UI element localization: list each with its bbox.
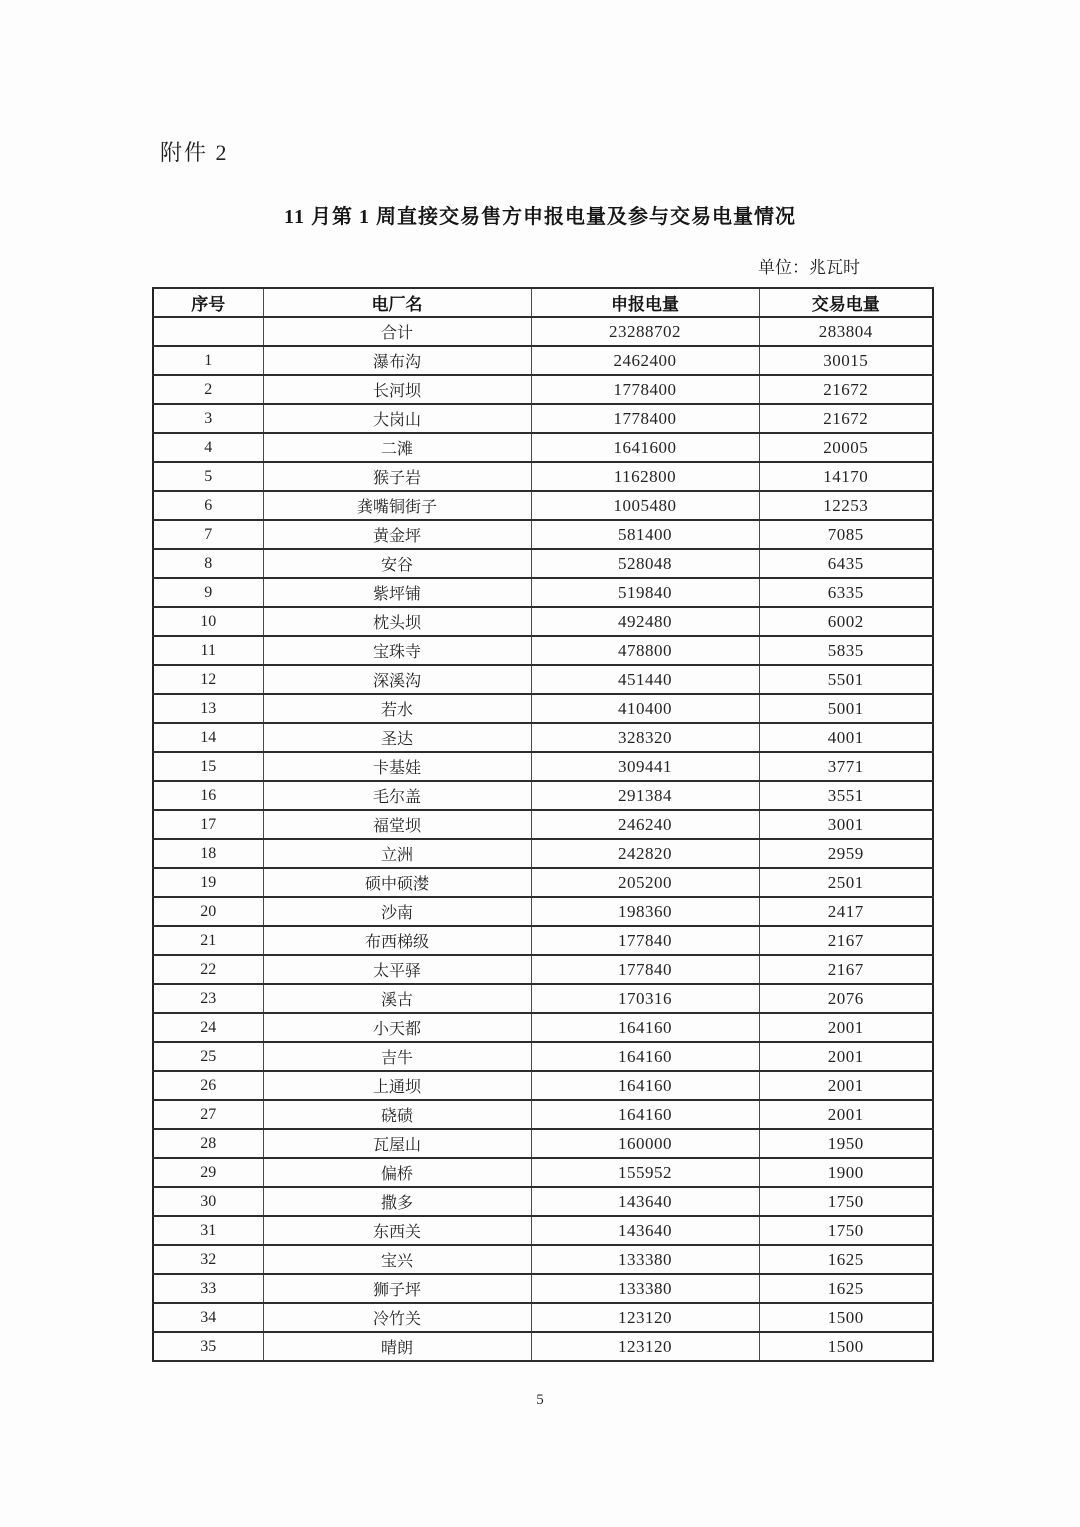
cell-traded: 5001 — [759, 694, 933, 723]
table-row — [153, 549, 933, 578]
cell-plant-name: 偏桥 — [263, 1158, 531, 1187]
cell-traded: 5501 — [759, 665, 933, 694]
table-row — [153, 1245, 933, 1274]
cell-plant-name: 沙南 — [263, 897, 531, 926]
cell-plant-name: 冷竹关 — [263, 1303, 531, 1332]
cell-plant-name: 大岗山 — [263, 404, 531, 433]
table-row — [153, 955, 933, 984]
cell-traded: 3001 — [759, 810, 933, 839]
cell-plant-name: 安谷 — [263, 549, 531, 578]
cell-declared: 2462400 — [531, 346, 759, 375]
cell-declared: 23288702 — [531, 317, 759, 346]
cell-plant-name: 猴子岩 — [263, 462, 531, 491]
cell-declared: 205200 — [531, 868, 759, 897]
cell-traded: 2959 — [759, 839, 933, 868]
cell-index: 21 — [153, 926, 263, 955]
table-row — [153, 1013, 933, 1042]
cell-plant-name: 宝兴 — [263, 1245, 531, 1274]
cell-index: 6 — [153, 491, 263, 520]
cell-index: 16 — [153, 781, 263, 810]
cell-plant-name: 宝珠寺 — [263, 636, 531, 665]
cell-plant-name: 卡基娃 — [263, 752, 531, 781]
cell-plant-name: 圣达 — [263, 723, 531, 752]
cell-plant-name: 长河坝 — [263, 375, 531, 404]
cell-plant-name: 狮子坪 — [263, 1274, 531, 1303]
cell-declared: 1778400 — [531, 404, 759, 433]
cell-index: 3 — [153, 404, 263, 433]
cell-declared: 242820 — [531, 839, 759, 868]
table-row — [153, 1187, 933, 1216]
cell-declared: 155952 — [531, 1158, 759, 1187]
cell-traded: 5835 — [759, 636, 933, 665]
table-row — [153, 578, 933, 607]
cell-traded: 1750 — [759, 1216, 933, 1245]
cell-plant-name: 黄金坪 — [263, 520, 531, 549]
cell-index: 15 — [153, 752, 263, 781]
cell-plant-name: 毛尔盖 — [263, 781, 531, 810]
cell-traded: 2001 — [759, 1013, 933, 1042]
cell-declared: 123120 — [531, 1332, 759, 1361]
cell-declared: 164160 — [531, 1071, 759, 1100]
unit-note: 单位：兆瓦时 — [758, 258, 860, 277]
table-row — [153, 868, 933, 897]
cell-plant-name: 东西关 — [263, 1216, 531, 1245]
header-cell-index: 序号 — [153, 288, 263, 317]
cell-declared: 160000 — [531, 1129, 759, 1158]
cell-plant-name: 硗碛 — [263, 1100, 531, 1129]
table-row — [153, 665, 933, 694]
header-cell-declared: 申报电量 — [531, 288, 759, 317]
cell-declared: 1778400 — [531, 375, 759, 404]
cell-plant-name: 若水 — [263, 694, 531, 723]
header-cell-name: 电厂名 — [263, 288, 531, 317]
cell-plant-name: 溪古 — [263, 984, 531, 1013]
cell-traded: 6002 — [759, 607, 933, 636]
cell-declared: 164160 — [531, 1100, 759, 1129]
table-row — [153, 839, 933, 868]
cell-traded: 3551 — [759, 781, 933, 810]
cell-traded: 2076 — [759, 984, 933, 1013]
cell-traded: 1500 — [759, 1332, 933, 1361]
cell-plant-name: 瓦屋山 — [263, 1129, 531, 1158]
table-row — [153, 404, 933, 433]
cell-index: 31 — [153, 1216, 263, 1245]
cell-plant-name: 龚嘴铜街子 — [263, 491, 531, 520]
cell-plant-name: 瀑布沟 — [263, 346, 531, 375]
cell-index: 2 — [153, 375, 263, 404]
table-row — [153, 520, 933, 549]
cell-declared: 581400 — [531, 520, 759, 549]
table-row — [153, 462, 933, 491]
data-table — [152, 287, 934, 1362]
cell-declared: 451440 — [531, 665, 759, 694]
cell-index: 29 — [153, 1158, 263, 1187]
cell-declared: 492480 — [531, 607, 759, 636]
cell-traded: 12253 — [759, 491, 933, 520]
cell-index: 11 — [153, 636, 263, 665]
cell-index: 26 — [153, 1071, 263, 1100]
cell-plant-name: 枕头坝 — [263, 607, 531, 636]
cell-plant-name: 紫坪铺 — [263, 578, 531, 607]
table-row — [153, 1129, 933, 1158]
cell-declared: 133380 — [531, 1245, 759, 1274]
table-row — [153, 694, 933, 723]
cell-index: 12 — [153, 665, 263, 694]
cell-index: 24 — [153, 1013, 263, 1042]
cell-plant-name: 太平驿 — [263, 955, 531, 984]
cell-declared: 143640 — [531, 1187, 759, 1216]
cell-declared: 478800 — [531, 636, 759, 665]
table-row — [153, 1158, 933, 1187]
cell-index: 33 — [153, 1274, 263, 1303]
cell-plant-name: 吉牛 — [263, 1042, 531, 1071]
cell-traded: 283804 — [759, 317, 933, 346]
cell-index: 4 — [153, 433, 263, 462]
cell-index: 22 — [153, 955, 263, 984]
cell-traded: 30015 — [759, 346, 933, 375]
cell-traded: 6435 — [759, 549, 933, 578]
cell-index: 34 — [153, 1303, 263, 1332]
cell-index — [153, 317, 263, 346]
cell-index: 25 — [153, 1042, 263, 1071]
cell-declared: 291384 — [531, 781, 759, 810]
cell-traded: 21672 — [759, 375, 933, 404]
cell-declared: 177840 — [531, 955, 759, 984]
table-row — [153, 1216, 933, 1245]
table-row — [153, 897, 933, 926]
cell-traded: 2167 — [759, 955, 933, 984]
cell-plant-name: 福堂坝 — [263, 810, 531, 839]
cell-plant-name: 上通坝 — [263, 1071, 531, 1100]
cell-index: 27 — [153, 1100, 263, 1129]
cell-plant-name: 立洲 — [263, 839, 531, 868]
cell-traded: 6335 — [759, 578, 933, 607]
cell-declared: 519840 — [531, 578, 759, 607]
cell-traded: 4001 — [759, 723, 933, 752]
table-row — [153, 1303, 933, 1332]
cell-index: 7 — [153, 520, 263, 549]
table-row — [153, 723, 933, 752]
cell-index: 19 — [153, 868, 263, 897]
cell-traded: 1950 — [759, 1129, 933, 1158]
cell-index: 14 — [153, 723, 263, 752]
total-row — [153, 317, 933, 346]
cell-plant-name: 撒多 — [263, 1187, 531, 1216]
cell-declared: 1005480 — [531, 491, 759, 520]
cell-traded: 2501 — [759, 868, 933, 897]
cell-plant-name: 合计 — [263, 317, 531, 346]
cell-declared: 1162800 — [531, 462, 759, 491]
table-row — [153, 607, 933, 636]
table-row — [153, 491, 933, 520]
cell-declared: 328320 — [531, 723, 759, 752]
table-row — [153, 636, 933, 665]
cell-index: 32 — [153, 1245, 263, 1274]
cell-traded: 2417 — [759, 897, 933, 926]
table-row — [153, 926, 933, 955]
cell-traded: 1625 — [759, 1245, 933, 1274]
cell-index: 9 — [153, 578, 263, 607]
table-row — [153, 752, 933, 781]
cell-declared: 164160 — [531, 1042, 759, 1071]
cell-index: 5 — [153, 462, 263, 491]
table-row — [153, 810, 933, 839]
cell-traded: 1625 — [759, 1274, 933, 1303]
table-row — [153, 1332, 933, 1361]
cell-plant-name: 晴朗 — [263, 1332, 531, 1361]
cell-index: 30 — [153, 1187, 263, 1216]
cell-plant-name: 深溪沟 — [263, 665, 531, 694]
header-cell-traded: 交易电量 — [759, 288, 933, 317]
cell-declared: 170316 — [531, 984, 759, 1013]
cell-traded: 21672 — [759, 404, 933, 433]
cell-declared: 528048 — [531, 549, 759, 578]
cell-index: 35 — [153, 1332, 263, 1361]
cell-declared: 143640 — [531, 1216, 759, 1245]
cell-index: 8 — [153, 549, 263, 578]
cell-traded: 7085 — [759, 520, 933, 549]
table-row — [153, 1100, 933, 1129]
cell-traded: 14170 — [759, 462, 933, 491]
cell-plant-name: 小天都 — [263, 1013, 531, 1042]
cell-declared: 1641600 — [531, 433, 759, 462]
cell-traded: 2167 — [759, 926, 933, 955]
cell-declared: 309441 — [531, 752, 759, 781]
table-row — [153, 433, 933, 462]
cell-index: 23 — [153, 984, 263, 1013]
cell-traded: 2001 — [759, 1100, 933, 1129]
cell-traded: 1750 — [759, 1187, 933, 1216]
cell-plant-name: 布西梯级 — [263, 926, 531, 955]
cell-index: 13 — [153, 694, 263, 723]
page-number: 5 — [536, 1392, 544, 1408]
table-row — [153, 375, 933, 404]
table-row — [153, 1071, 933, 1100]
cell-declared: 198360 — [531, 897, 759, 926]
cell-traded: 2001 — [759, 1042, 933, 1071]
cell-index: 1 — [153, 346, 263, 375]
table-header-row — [153, 288, 933, 317]
cell-index: 28 — [153, 1129, 263, 1158]
table-row — [153, 984, 933, 1013]
document-title: 11 月第 1 周直接交易售方申报电量及参与交易电量情况 — [284, 206, 796, 228]
table-row — [153, 346, 933, 375]
cell-declared: 246240 — [531, 810, 759, 839]
cell-declared: 410400 — [531, 694, 759, 723]
cell-index: 10 — [153, 607, 263, 636]
cell-traded: 2001 — [759, 1071, 933, 1100]
cell-index: 17 — [153, 810, 263, 839]
cell-declared: 177840 — [531, 926, 759, 955]
attachment-label: 附件 2 — [160, 140, 229, 165]
cell-plant-name: 硕中硕漤 — [263, 868, 531, 897]
table-row — [153, 1274, 933, 1303]
table-row — [153, 781, 933, 810]
cell-declared: 133380 — [531, 1274, 759, 1303]
cell-traded: 3771 — [759, 752, 933, 781]
table-row — [153, 1042, 933, 1071]
cell-plant-name: 二滩 — [263, 433, 531, 462]
cell-traded: 1500 — [759, 1303, 933, 1332]
cell-declared: 123120 — [531, 1303, 759, 1332]
cell-index: 20 — [153, 897, 263, 926]
cell-declared: 164160 — [531, 1013, 759, 1042]
cell-traded: 20005 — [759, 433, 933, 462]
cell-traded: 1900 — [759, 1158, 933, 1187]
cell-index: 18 — [153, 839, 263, 868]
